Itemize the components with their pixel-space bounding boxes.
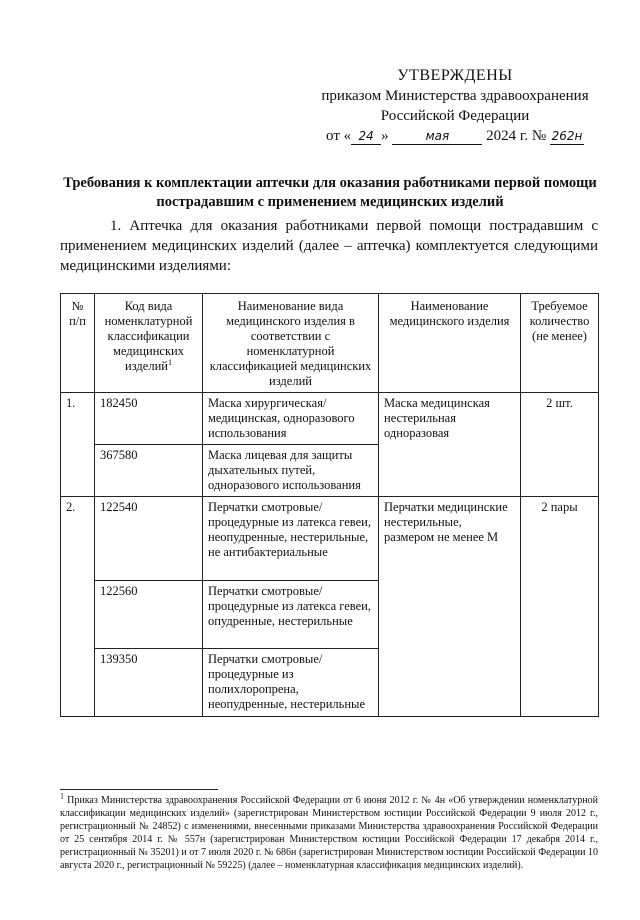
- footnote-mark: 1: [60, 791, 64, 801]
- header-name: Наименование медицинского изделия: [379, 294, 521, 393]
- cell-code: 182450: [95, 393, 203, 445]
- cell-name: Маска медицинская нестерильная одноразовая: [379, 393, 521, 497]
- cell-kind: Маска лицевая для защиты дыхательных путей, одноразового использования: [203, 445, 379, 497]
- cell-kind: Перчатки смотровые/ процедурные из латекса гевеи, неопудренные, нестерильные, не антибактериальные: [203, 497, 379, 581]
- cell-code: 139350: [95, 649, 203, 717]
- table-row: [61, 497, 599, 581]
- approval-block: [310, 66, 600, 146]
- header-code-text: Код вида номенклатурной классификации медицинских изделий: [104, 299, 193, 373]
- table-header-row: [61, 294, 599, 393]
- approval-heading: УТВЕРЖДЕНЫ: [397, 67, 513, 84]
- header-num: № п/п: [61, 294, 95, 393]
- date-mid: »: [381, 128, 389, 144]
- cell-qty: 2 шт.: [521, 393, 599, 497]
- footnote-separator: [60, 789, 218, 790]
- footnote: [60, 791, 598, 872]
- cell-code: 367580: [95, 445, 203, 497]
- cell-num: 2.: [61, 497, 95, 717]
- header-kind: Наименование вида медицинского изделия в соответствии с номенклатурной классификацией медицинских изделий: [203, 294, 379, 393]
- cell-kind: Перчатки смотровые/ процедурные из полихлоропрена, неопудренные, нестерильные: [203, 649, 379, 717]
- approval-date-line: [310, 126, 600, 146]
- cell-code: 122540: [95, 497, 203, 581]
- header-qty: Требуемое количество (не менее): [521, 294, 599, 393]
- cell-kind: Перчатки смотровые/ процедурные из латекса гевеи, опудренные, нестерильные: [203, 581, 379, 649]
- approval-line-1: приказом Министерства здравоохранения: [321, 88, 589, 104]
- footnote-ref: 1: [167, 357, 172, 367]
- date-prefix: от «: [326, 128, 352, 144]
- table-row: [61, 393, 599, 445]
- header-code: [95, 294, 203, 393]
- approval-line-2: Российской Федерации: [380, 108, 530, 124]
- handwritten-month: мая: [392, 128, 482, 145]
- document-title: Требования к комплектации аптечки для оказания работниками первой помощи пострадавшим с применением медицинских изделий: [63, 175, 597, 210]
- intro-text: 1. Аптечка для оказания работниками первой помощи пострадавшим с применением медицинских изделий (далее – аптечка) комплектуется следующими медицинскими изделиями:: [60, 218, 598, 274]
- year-text: 2024 г. №: [486, 128, 547, 144]
- cell-num: 1.: [61, 393, 95, 497]
- cell-kind: Маска хирургическая/ медицинская, одноразового использования: [203, 393, 379, 445]
- cell-name: Перчатки медицинские нестерильные, размером не менее М: [379, 497, 521, 717]
- requirements-table: [60, 293, 599, 717]
- cell-code: 122560: [95, 581, 203, 649]
- handwritten-day: 24: [351, 128, 381, 145]
- handwritten-order-number: 262н: [551, 129, 583, 143]
- cell-qty: 2 пары: [521, 497, 599, 717]
- intro-paragraph: [60, 216, 598, 276]
- footnote-text: Приказ Министерства здравоохранения Российской Федерации от 6 июня 2012 г. № 4н «Об утверждении номенклатурной классификации медицинских изделий» (зарегистрирован Министерством юстиции Российской Федерации 9 июля 2012 г., регистрационный № 24852) с изменениями, внесенными приказами Министерства здравоохранения Российской Федерации от 25 сентября 2014 г. № 557н (зарегистрирован Министерством юстиции Российской Федерации 17 декабря 2014 г., регистрационный № 35201) и от 7 июля 2020 г. № 686н (зарегистрирован Министерством юстиции Российской Федерации 10 августа 2020 г., регистрационный № 59225) (далее – номенклатурная классификация медицинских изделий).: [60, 795, 598, 871]
